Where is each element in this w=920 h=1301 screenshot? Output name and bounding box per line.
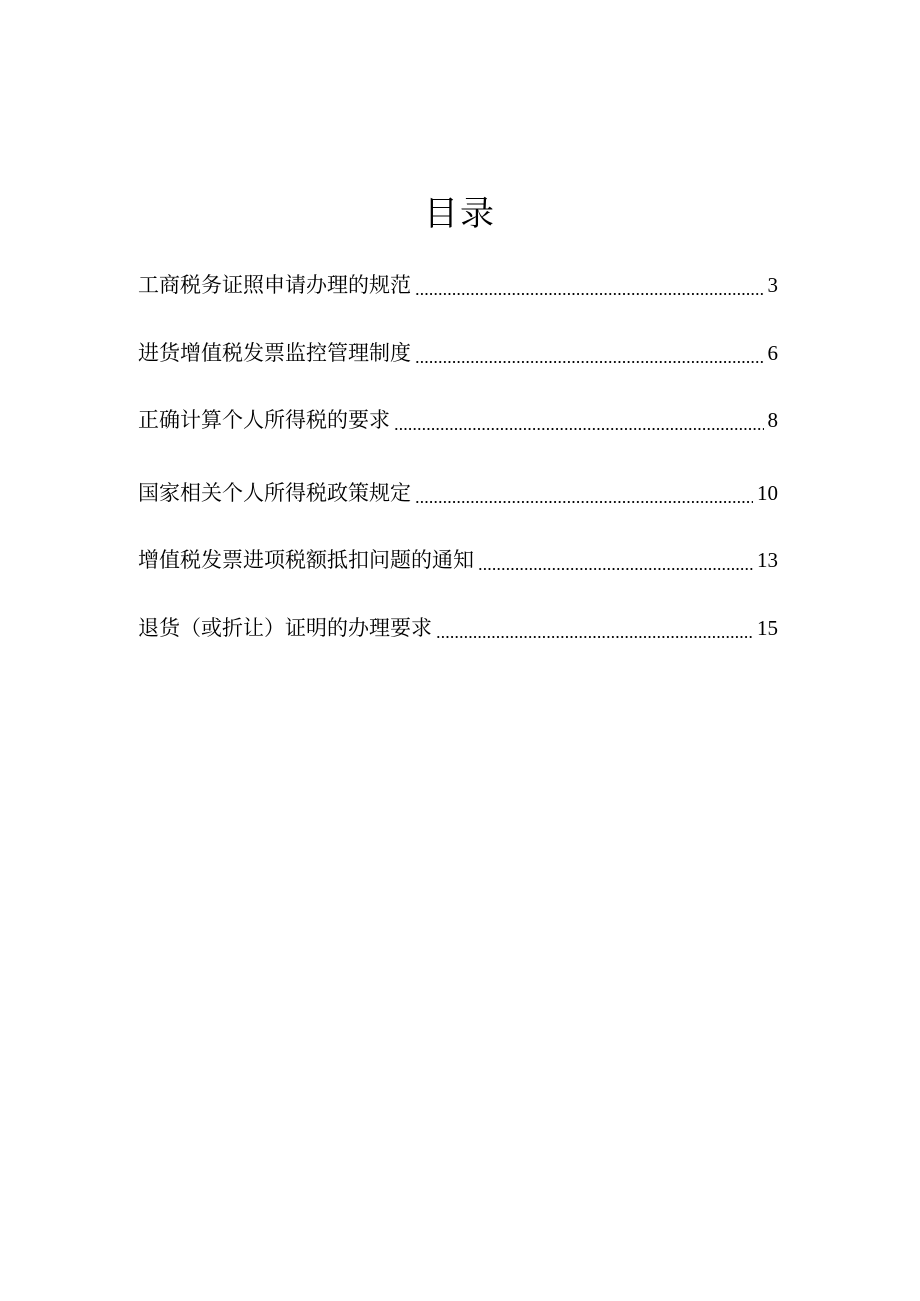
- toc-page-number: 3: [767, 273, 778, 297]
- toc-dot-leader: [394, 405, 764, 435]
- toc-dot-leader: [436, 613, 753, 643]
- toc-entry-title: 国家相关个人所得税政策规定: [138, 481, 411, 505]
- toc-page-number: 10: [757, 481, 778, 505]
- toc-entry[interactable]: [138, 474, 778, 508]
- toc-page-number: 15: [757, 616, 778, 640]
- toc-dot-leader: [415, 478, 753, 508]
- toc-dot-leader: [415, 270, 764, 300]
- toc-page-number: 8: [767, 408, 778, 432]
- toc-entry-title: 正确计算个人所得税的要求: [138, 408, 390, 432]
- toc-dot-leader: [415, 338, 764, 368]
- toc-entry[interactable]: [138, 609, 778, 643]
- toc-title: 目录: [424, 194, 496, 234]
- toc-entry-title: 增值税发票进项税额抵扣问题的通知: [138, 548, 474, 572]
- toc-entry[interactable]: [138, 541, 778, 575]
- toc-entry[interactable]: [138, 266, 778, 300]
- toc-entry-title: 退货（或折让）证明的办理要求: [138, 616, 432, 640]
- toc-entry-title: 进货增值税发票监控管理制度: [138, 341, 411, 365]
- toc-entry[interactable]: [138, 401, 778, 435]
- toc-entry-title: 工商税务证照申请办理的规范: [138, 273, 411, 297]
- toc-dot-leader: [478, 545, 753, 575]
- toc-entry[interactable]: [138, 334, 778, 368]
- toc-page-number: 6: [767, 341, 778, 365]
- toc-page-number: 13: [757, 548, 778, 572]
